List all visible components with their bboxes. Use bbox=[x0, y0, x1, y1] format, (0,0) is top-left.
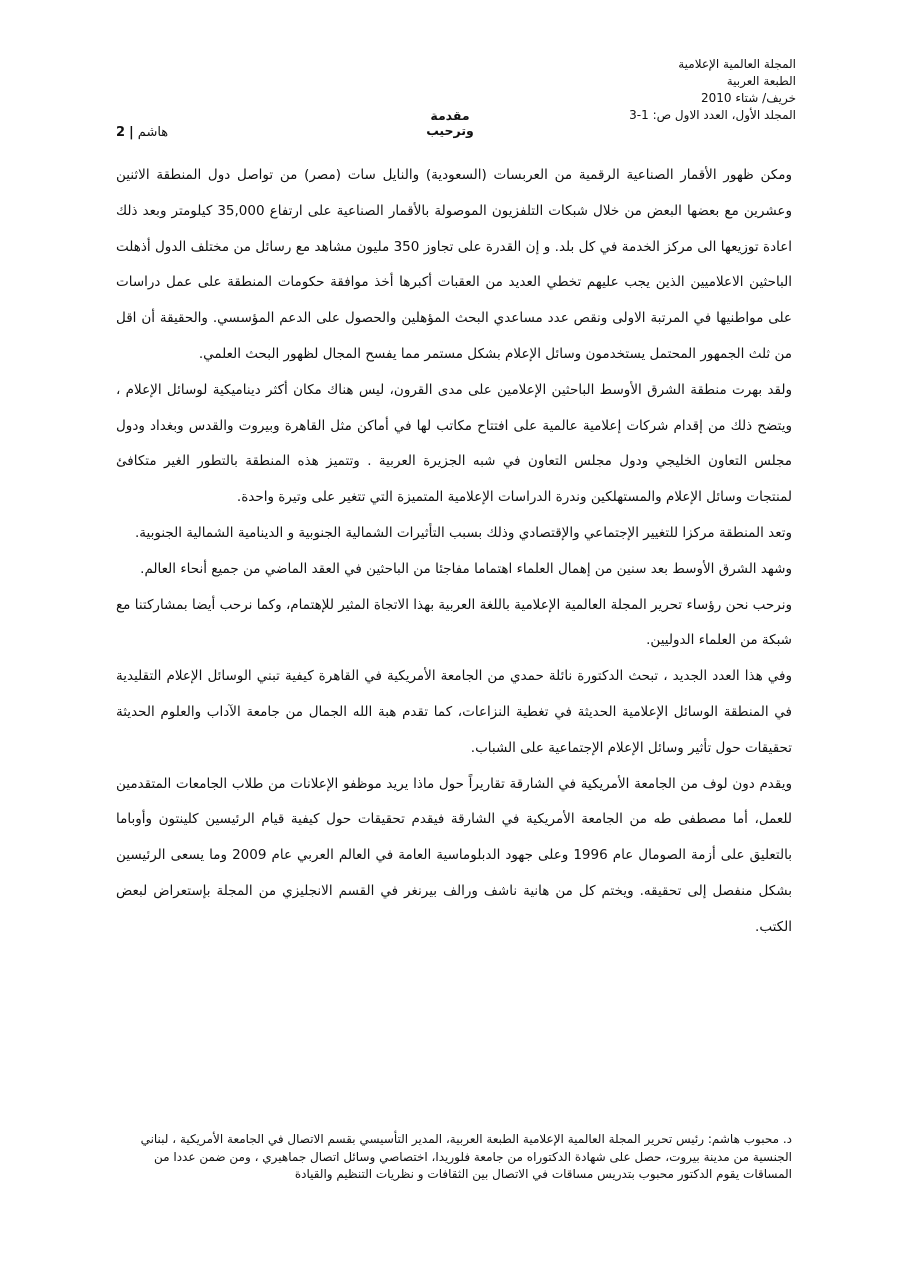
journal-volume-info: المجلد الأول، العدد الاول ص: 1-3 bbox=[629, 108, 796, 122]
journal-season: خريف/ شتاء 2010 bbox=[701, 91, 796, 105]
paragraph: وشهد الشرق الأوسط بعد سنين من إهمال العلماء اهتماما مفاجئا من الباحثين في العقد الماضي من جميع أنحاء العالم. bbox=[140, 560, 792, 577]
page-author: هاشم bbox=[137, 125, 169, 140]
paragraph: ولقد بهرت منطقة الشرق الأوسط الباحثين الإعلامين على مدى القرون، ليس هناك مكان أكثر ديناميكية لوسائل الإعلام ، ويتضح ذلك من إقدام شركات إعلامية عالمية على افتتاح مكاتب لها في أماكن مثل القاهرة وبيروت والقدس وبغداد ودول مجلس التعاون الخليجي ودول مجلس التعاون في شبه الجزيرة العربية . وتتميز هذه المنطقة بالتطور الغير متكافئ لمنتجات وسائل الإعلام والمستهلكين وندرة الدراسات الإعلامية المتميزة التي تتغير على وتيرة واحدة. bbox=[116, 381, 792, 506]
author-footnote: د. محبوب هاشم: رئيس تحرير المجلة العالمية الإعلامية الطبعة العربية، المدير التأسيسي بقسم الاتصال في الجامعة الأمريكية ، لبناني الجنسية من مدينة بيروت، حصل على شهادة الدكتوراه من جامعة فلوريدا، اختصاصي وسائل اتصال جماهيري ، ومن ضمن عددا من المساقات يقوم الدكتور محبوب بتدريس مساقات في الاتصال بين الثقافات و نظريات التنظيم والقيادة bbox=[140, 1132, 792, 1181]
page-number-block bbox=[116, 125, 168, 140]
page-separator: | bbox=[129, 125, 134, 140]
paragraph: وفي هذا العدد الجديد ، تبحث الدكتورة نائلة حمدي من الجامعة الأمريكية في القاهرة كيفية تبني الوسائل الإعلام التقليدية في المنطقة الوسائل الإعلامية الحديثة في تغطية النزاعات، كما تقدم هبة الله الجمال من جامعة الآداب والعلوم الحديثة تحقيقات حول تأثير وسائل الإعلام الإجتماعية على الشباب. bbox=[116, 668, 792, 756]
page-number: 2 bbox=[116, 125, 126, 140]
paragraph: وتعد المنطقة مركزا للتغيير الإجتماعي والإقتصادي وذلك بسبب التأثيرات الشمالية الجنوبية و الدينامية الشمالية الجنوبية. bbox=[135, 524, 792, 541]
body-text bbox=[116, 158, 792, 946]
journal-edition: الطبعة العربية bbox=[726, 74, 796, 88]
section-title: مقدمة وترحيب bbox=[426, 108, 474, 138]
journal-name: المجلة العالمية الإعلامية bbox=[678, 57, 796, 71]
paragraph: ويقدم دون لوف من الجامعة الأمريكية في الشارقة تقاريراً حول ماذا يريد موظفو الإعلانات من طلاب الجامعات المتقدمين للعمل، أما مصطفى طه من الجامعة الأمريكية في الشارقة فيقدم تحقيقات حول كيفية قيام الرئيسين كلينتون وأوباما بالتعليق على أزمة الصومال عام 1996 وعلى جهود الدبلوماسية العامة في العالم العربي عام 2009 وما يسعى الرئيسين بشكل منفصل إلى تحقيقه. ويختم كل من هانية ناشف ورالف بيرنغر في القسم الانجليزي من المجلة بإستعراض لبعض الكتب. bbox=[116, 775, 792, 935]
paragraph: ونرحب نحن رؤساء تحرير المجلة العالمية الإعلامية باللغة العربية بهذا الاتجاة المثير للإهتمام، وكما نرحب أيضا بمشاركتنا مع شبكة من العلماء الدوليين. bbox=[116, 596, 792, 649]
paragraph: ومكن ظهور الأقمار الصناعية الرقمية من العربسات (السعودية) والنايل سات (مصر) من تواصل دول المنطقة الاثنين وعشرين مع بعضها البعض من خلال شبكات التلفزيون الموصولة بالأقمار الصناعية على ارتفاع 35,000 كيلومتر وبعد ذلك اعادة توزيعها الى مركز الخدمة في كل بلد. و إن القدرة على تجاوز 350 مليون مشاهد مع رسائل من مختلف الدول أذهلت الباحثين الاعلاميين الذين يجب عليهم تخطي العديد من العقبات أكبرها أخذ موافقة حكومات المنطقة على عمل دراسات على مواطنيها في المرتبة الاولى ونقص عدد مساعدي البحث المؤهلين والحصول على الدعم المؤسسي. والحقيقة أن اقل من ثلث الجمهور المحتمل يستخدمون وسائل الإعلام بشكل مستمر مما يفسح المجال لظهور البحث العلمي. bbox=[116, 167, 792, 362]
journal-header bbox=[496, 56, 796, 124]
